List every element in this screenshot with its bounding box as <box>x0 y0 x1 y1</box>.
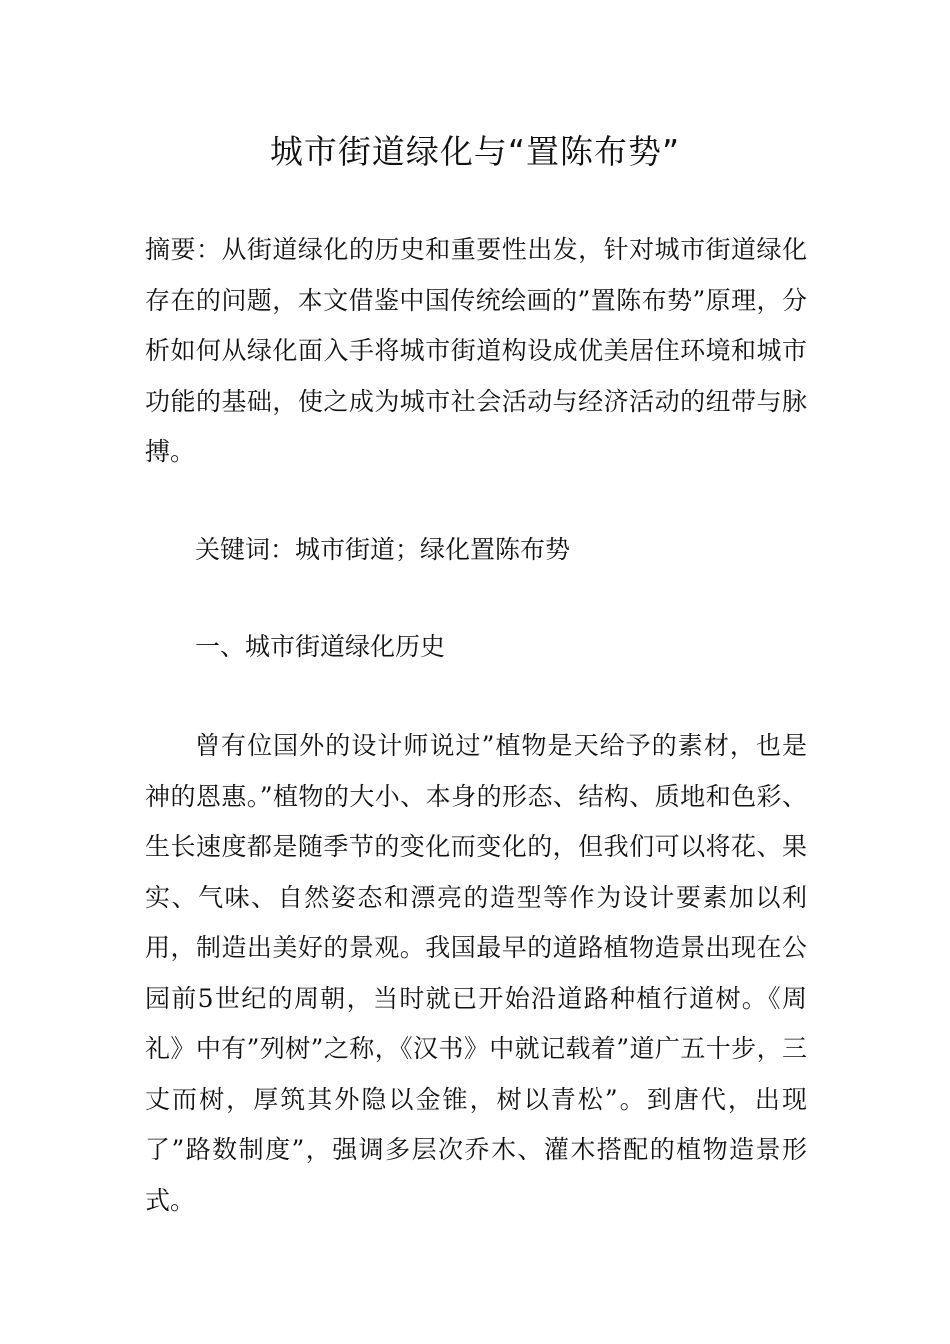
section-heading: 一、城市街道绿化历史 <box>195 632 446 661</box>
abstract-paragraph: 摘要：从街道绿化的历史和重要性出发，针对城市街道绿化存在的问题，本文借鉴中国传统绘画的”置陈布势”原理，分析如何从绿化面入手将城市街道构设成优美居住环境和城市功能的基础，使之成为城市社会活动与经济活动的纽带与脉搏。 <box>145 235 807 466</box>
body-paragraph: 曾有位国外的设计师说过”植物是天给予的素材，也是神的恩惠。”植物的大小、本身的形态、结构、质地和色彩、生长速度都是随季节的变化而变化的，但我们可以将花、果实、气味、自然姿态和漂亮的造型等作为设计要素加以利用，制造出美好的景观。我国最早的道路植物造景出现在公园前5世纪的周朝，当时就已开始沿道路种植行道树。《周礼》中有”列树”之称，《汉书》中就记载着”道广五十步，三丈而树，厚筑其外隐以金锥，树以青松”。到唐代，出现了”路数制度”，强调多层次乔木、灌木搭配的植物造景形式。 <box>145 731 807 1215</box>
keywords-line: 关键词：城市街道；绿化置陈布势 <box>195 535 571 564</box>
document-title: 城市街道绿化与“置陈布势” <box>269 132 681 171</box>
